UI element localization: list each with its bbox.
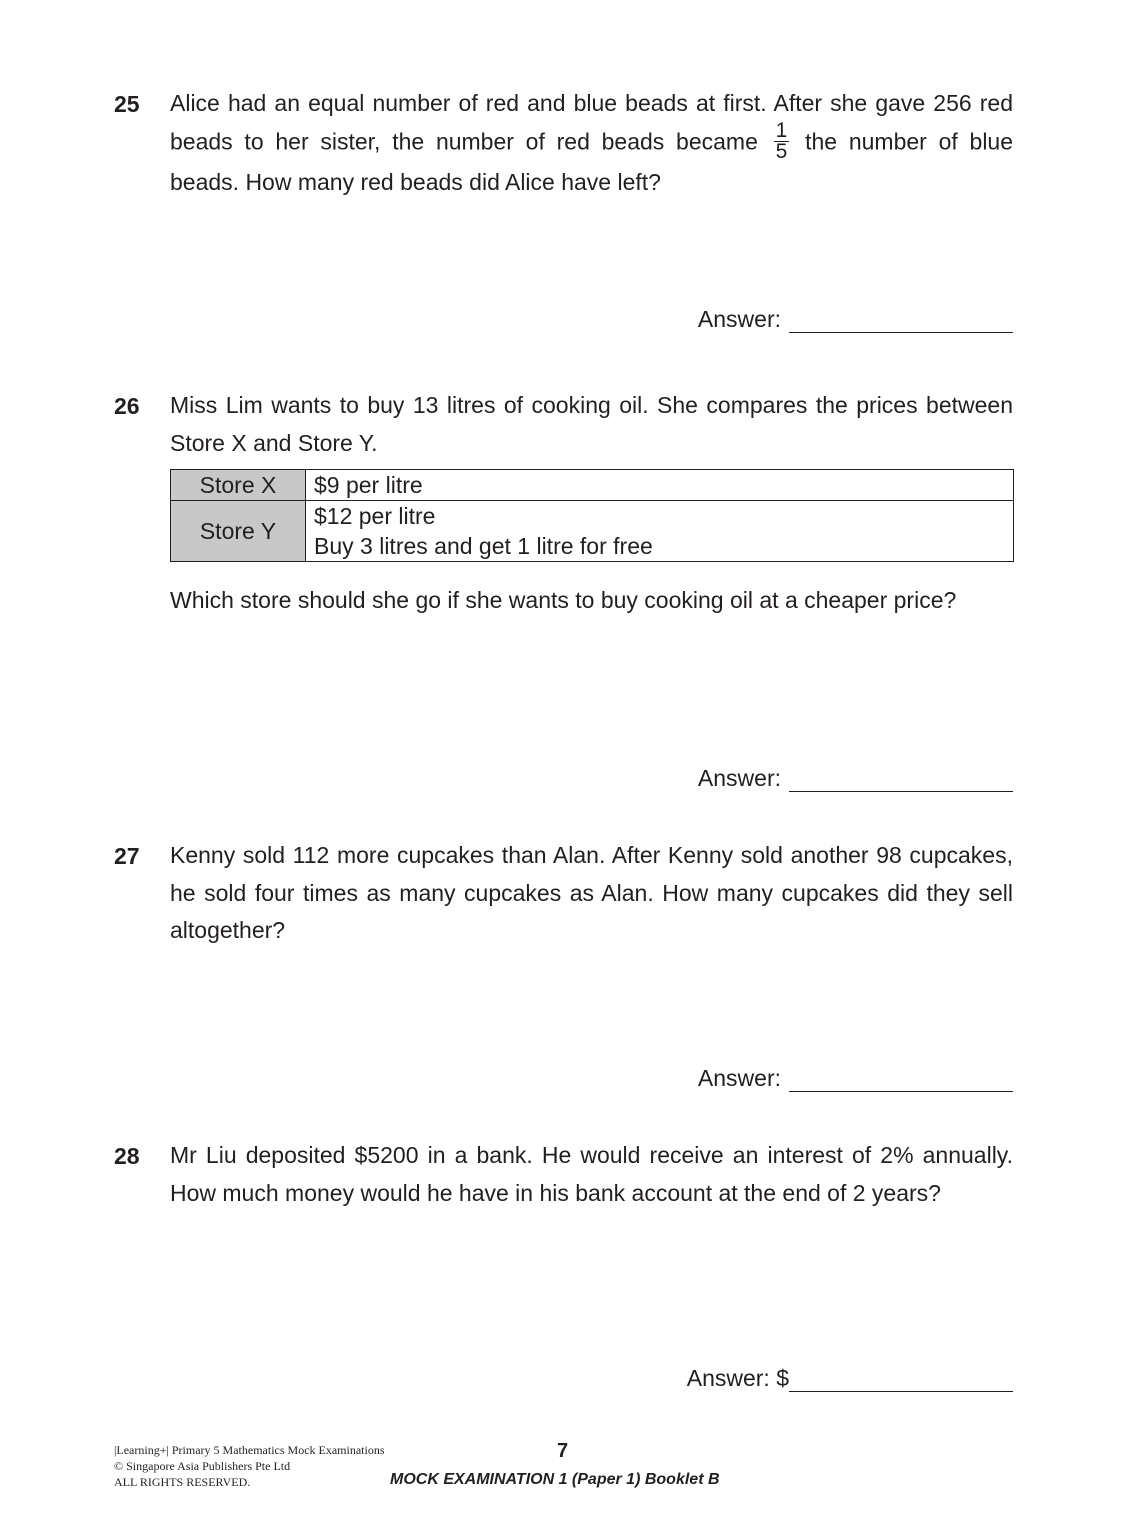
answer-label: Answer: <box>697 306 781 332</box>
store-detail-line: $12 per litre <box>314 503 436 529</box>
answer-label: Answer: <box>697 1065 781 1091</box>
answer-line[interactable] <box>789 1069 1013 1092</box>
fraction-numerator: 1 <box>775 118 788 142</box>
page-number: 7 <box>557 1440 569 1462</box>
footer-series: |Learning+| Primary 5 Mathematics Mock Examinations <box>114 1443 385 1457</box>
answer-field[interactable] <box>687 1365 1013 1392</box>
question-text: Miss Lim wants to buy 13 litres of cooking oil. She compares the prices between Store X and Store Y. <box>170 392 1013 456</box>
question-number: 28 <box>114 1143 140 1169</box>
table-row <box>171 501 1014 562</box>
store-name-cell: Store X <box>171 470 306 501</box>
store-details-cell <box>306 501 1014 562</box>
question-text: Mr Liu deposited $5200 in a bank. He would receive an interest of 2% annually. How much money would he have in his bank account at the end of 2 years? <box>170 1142 1013 1206</box>
footer-publisher-info <box>114 1442 385 1490</box>
answer-label: Answer: <box>697 765 781 791</box>
question-number: 25 <box>114 91 140 117</box>
question-number: 26 <box>114 393 140 419</box>
question-followup: Which store should she go if she wants to buy cooking oil at a cheaper price? <box>170 587 957 613</box>
store-price-table <box>170 469 1014 562</box>
answer-field[interactable] <box>698 1065 1013 1092</box>
store-details-cell <box>306 470 1014 501</box>
question-text <box>170 85 1013 201</box>
fraction-denominator: 5 <box>775 139 788 163</box>
answer-field[interactable] <box>698 765 1013 792</box>
answer-label: Answer: $ <box>686 1365 789 1391</box>
question-text-part: Alice had an equal number of red and blue beads at first. After she gave 256 red beads to her sister, the number of red beads became <box>170 90 1013 155</box>
exam-title: MOCK EXAMINATION 1 (Paper 1) Booklet B <box>390 1471 720 1488</box>
answer-line[interactable] <box>789 1369 1013 1392</box>
question-text-part: the number of blue beads. How many red beads did Alice have left? <box>170 128 1014 195</box>
answer-field[interactable] <box>698 306 1013 333</box>
store-detail-line: $9 per litre <box>314 472 423 498</box>
question-text: Kenny sold 112 more cupcakes than Alan. After Kenny sold another 98 cupcakes, he sold four times as many cupcakes as Alan. How many cupcakes did they sell altogether? <box>170 842 1013 943</box>
answer-line[interactable] <box>789 769 1013 792</box>
question-number: 27 <box>114 843 140 869</box>
footer-copyright: © Singapore Asia Publishers Pte Ltd <box>114 1459 291 1473</box>
answer-line[interactable] <box>789 310 1013 333</box>
table-row <box>171 470 1014 501</box>
store-name-cell: Store Y <box>171 501 306 562</box>
footer-rights: ALL RIGHTS RESERVED. <box>114 1475 251 1489</box>
store-detail-line: Buy 3 litres and get 1 litre for free <box>314 533 653 559</box>
fraction-one-fifth <box>774 118 790 163</box>
